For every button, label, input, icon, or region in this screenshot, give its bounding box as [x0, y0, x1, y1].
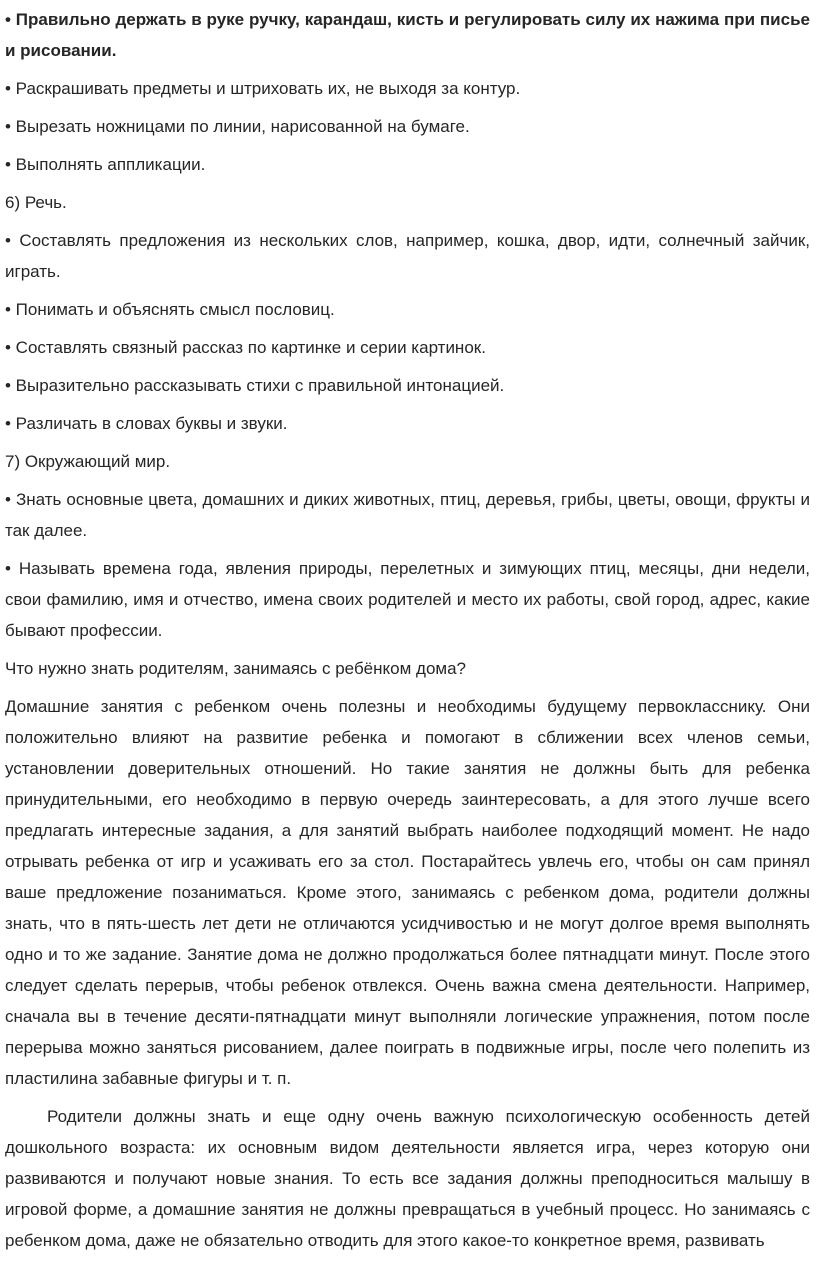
bullet-item: • Выразительно рассказывать стихи с правильной интонацией.: [5, 376, 505, 395]
numbered-heading-world: 7) Окружающий мир.: [5, 452, 171, 471]
body-paragraph: Родители должны знать и еще одну очень важную психологическую особенность детей дошкольного возраста: их основным видом деятельности является игра, через которую они развиваются и получают новые знания. То есть все задания должны преподноситься малышу в игровой форме, а домашние занятия не должны превращаться в учебный процесс. Но занимаясь с ребенком дома, даже не обязательно отводить для этого какое-то конкретное время, развивать: [5, 1107, 810, 1250]
bullet-item: • Называть времена года, явления природы, перелетных и зимующих птиц, месяцы, дни недели, свои фамилию, имя и отчество, имена своих родителей и место их работы, свой город, адрес, какие бывают профессии.: [5, 559, 810, 640]
bullet-item: • Раскрашивать предметы и штриховать их, не выходя за контур.: [5, 79, 521, 98]
bullet-item: • Составлять связный рассказ по картинке и серии картинок.: [5, 338, 486, 357]
bullet-item: • Вырезать ножницами по линии, нарисованной на бумаге.: [5, 117, 470, 136]
bullet-item: • Различать в словах буквы и звуки.: [5, 414, 288, 433]
bullet-item: • Правильно держать в руке ручку, карандаш, кисть и регулировать силу их нажима при писье и рисовании.: [5, 10, 810, 60]
body-paragraph: Домашние занятия с ребенком очень полезны и необходимы будущему первокласснику. Они положительно влияют на развитие ребенка и помогают в сближении всех членов семьи, установлении доверительных отношений. Но такие занятия не должны быть для ребенка принудительными, его необходимо в первую очередь заинтересовать, а для этого лучше всего предлагать интересные задания, а для занятий выбрать наиболее подходящий момент. Не надо отрывать ребенка от игр и усаживать его за стол. Постарайтесь увлечь его, чтобы он сам принял ваше предложение позаниматься. Кроме этого, занимаясь с ребенком дома, родители должны знать, что в пять-шесть лет дети не отличаются усидчивостью и не могут долгое время выполнять одно и то же задание. Занятие дома не должно продолжаться более пятнадцати минут. После этого следует сделать перерыв, чтобы ребенок отвлекся. Очень важна смена деятельности. Например, сначала вы в течение десяти-пятнадцати минут выполняли логические упражнения, потом после перерыва можно заняться рисованием, далее поиграть в подвижные игры, после чего полепить из пластилина забавные фигуры и т. п.: [5, 697, 810, 1088]
bullet-item: • Знать основные цвета, домашних и диких животных, птиц, деревья, грибы, цветы, овощи, фрукты и так далее.: [5, 490, 810, 540]
bullet-item: • Понимать и объяснять смысл пословиц.: [5, 300, 335, 319]
bullet-item: • Выполнять аппликации.: [5, 155, 206, 174]
bullet-item: • Составлять предложения из нескольких слов, например, кошка, двор, идти, солнечный зайчик, играть.: [5, 231, 810, 281]
numbered-heading-speech: 6) Речь.: [5, 193, 67, 212]
question-heading: Что нужно знать родителям, занимаясь с ребёнком дома?: [5, 659, 466, 678]
